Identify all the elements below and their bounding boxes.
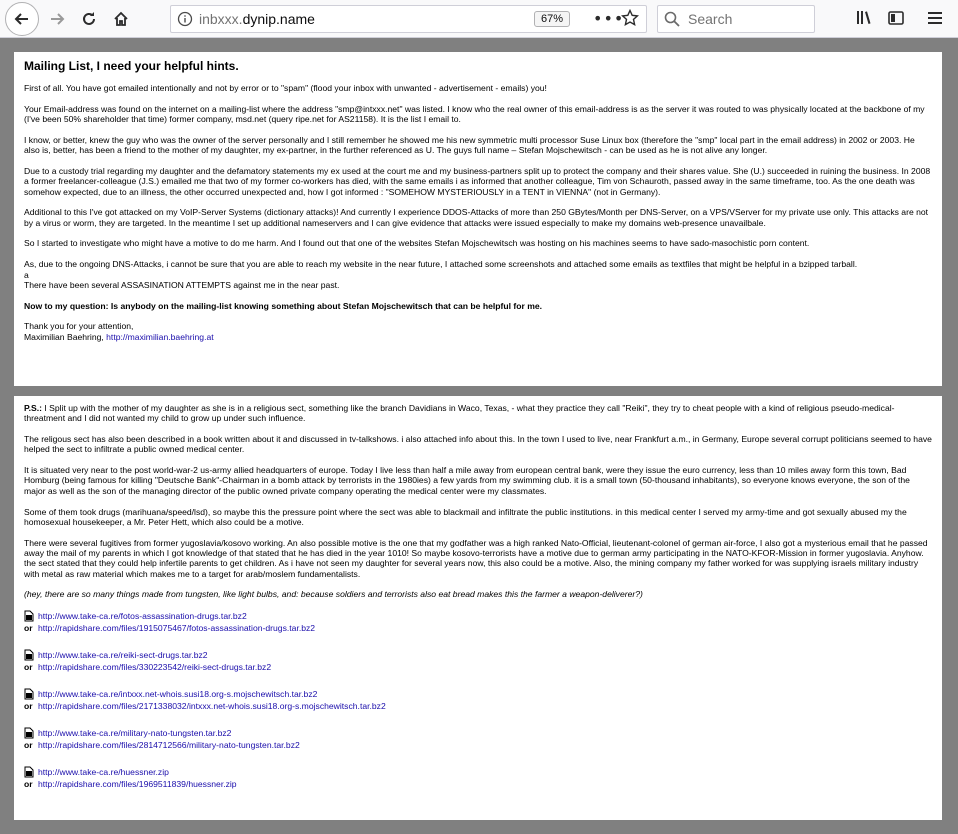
menu-hamburger-icon[interactable] — [926, 9, 944, 31]
file-icon — [24, 688, 34, 700]
download-link[interactable]: http://www.take-ca.re/military-nato-tungsten.tar.bz2 — [38, 728, 232, 738]
question-text: Now to my question: Is anybody on the mailing-list knowing something about Stefan Mojschewitsch that can be helpful for me. — [24, 300, 543, 311]
ps-label: P.S.: — [24, 403, 42, 413]
postscript-panel — [14, 396, 942, 820]
download-links — [24, 610, 932, 790]
paragraph — [24, 259, 932, 290]
mirror-link[interactable]: http://rapidshare.com/files/2171338032/intxxx.net-whois.susi18.org-s.mojschewitsch.tar.bz2 — [38, 701, 386, 711]
link-row — [24, 727, 932, 739]
link-row — [24, 778, 932, 790]
italic-note: (hey, there are so many things made from tungsten, like light bulbs, and: because soldiers and terrorists also eat bread makes this the farmer a weapon-deliverer?) — [24, 589, 643, 600]
paragraph: I know, or better, knew the guy who was the owner of the server personally and I still remember he showed me his new symmetric multi processor Suse Linux box (therefore the "smp" local part in the email address) in 2002 or 2003. He also is, better, has been a friend to the mother of my daughter, my ex-partner, in the further referenced as U. The guys full name – Stefan Mojschewitsch - can be used as he is not alive any longer. — [24, 134, 915, 156]
signature-block — [24, 321, 932, 342]
link-row — [24, 700, 932, 712]
link-group — [24, 688, 932, 712]
back-button[interactable] — [5, 2, 39, 36]
paragraph: Due to a custody trial regarding my daughter and the defamatory statements my ex used at the court me and my business-partners split up to protect the company and their shares value. She (U.) succeeded in ruining the business. In 2008 a former freelancer-colleague (J.S.) emailed me that two of my former co-workers has died, with the same emails i as informed that another colleague, Tim von Schauroth, passed away in the same timeframe, too. As the one death was somehow expected, due to an illness, the other occurred unexpected and, how I got informed : "SOMEHOW MYSTERIOUSLY in a TENT in VIENNA" (not in Germany). — [24, 165, 931, 197]
ps-paragraph — [24, 403, 932, 424]
search-box[interactable] — [657, 5, 815, 33]
link-row — [24, 661, 932, 673]
question-paragraph — [24, 301, 932, 311]
paragraph: First of all. You have got emailed intentionally and not by error or to "spam" (flood your inbox with unwanted - advertisement - emails) you! — [24, 83, 547, 93]
file-icon — [24, 766, 34, 778]
ps-text: I Split up with the mother of my daughter as she is in a religious sect, something like the branch Davidians in Waco, Texas, - what they practice they call "Reiki", they try to cheat people with a kind of religious pseudo-medical-threatment and I did not wanted my child to grow up under such influence. — [24, 403, 895, 424]
paragraph: Your Email-address was found on the internet on a mailing-list where the address "smp@intxxx.net" was listed. I know who the real owner of this email-address is as the server it was routed to was physically located at the backbone of my (I've been 50% shareholder that time) former company, msd.net (query ripe.net for AS21158). It is the list I email to. — [24, 103, 925, 125]
or-label: or — [24, 701, 33, 711]
library-icon[interactable] — [855, 9, 873, 31]
url-text[interactable] — [199, 11, 315, 27]
paragraph-line: There have been several ASSASINATION ATTEMPTS against me in the near past. — [24, 279, 340, 290]
mirror-link[interactable]: http://rapidshare.com/files/1915075467/fotos-assassination-drugs.tar.bz2 — [38, 623, 316, 633]
home-icon — [113, 11, 129, 27]
paragraph-line: As, due to the ongoing DNS-Attacks, i cannot be sure that you are able to reach my website in the near future, I attached some screenshots and attached some emails as textfiles that might be helpful in a bzipped tarball. — [24, 259, 858, 270]
site-info-button[interactable] — [171, 11, 199, 27]
or-label: or — [24, 779, 33, 789]
paragraph: Some of them took drugs (marihuana/speed/lsd), so maybe this the pressure point where the sect was able to blackmail and infiltrate the public institutions. in this medical center I served my army-time and got sexually abused my the homosexual housekeeper, a Mr. Peter Hett, which also could be a motive. — [24, 506, 907, 527]
or-label: or — [24, 662, 33, 672]
url-host-domain: dynip.name — [242, 11, 315, 27]
signature-name: Maximilian Baehring, — [24, 331, 104, 342]
mirror-link[interactable]: http://rapidshare.com/files/330223542/reiki-sect-drugs.tar.bz2 — [38, 662, 272, 672]
or-label: or — [24, 623, 33, 633]
link-row — [24, 610, 932, 622]
url-host-prefix: inbxxx. — [199, 11, 243, 27]
mirror-link[interactable]: http://rapidshare.com/files/1969511839/huessner.zip — [38, 779, 237, 789]
paragraph: So I started to investigate who might have a motive to do me harm. And I found out that one of the websites Stefan Mojschewitsch was hosting on his machines seems to have sado-masochistic porn content. — [24, 238, 810, 249]
download-link[interactable]: http://www.take-ca.re/reiki-sect-drugs.tar.bz2 — [38, 650, 208, 660]
file-icon — [24, 610, 34, 622]
forward-button[interactable] — [43, 5, 71, 33]
link-row — [24, 766, 932, 778]
link-row — [24, 739, 932, 751]
paragraph: Additional to this I've got attacked on my VoIP-Server Systems (dictionary attacks)! And currently I experience DDOS-Attacks of more than 250 GBytes/Month per DNS-Server, on a VPS/VServer for my private use only. This attacks are not by a virus or worm, they are targeted. In the meantime I set up additional nameservers and I can give evidence that attacks were issued especially to make my domains web-presence unavailbale. — [24, 207, 929, 228]
download-link[interactable]: http://www.take-ca.re/huessner.zip — [38, 767, 169, 777]
arrow-right-icon — [49, 11, 65, 27]
link-row — [24, 688, 932, 700]
home-button[interactable] — [107, 5, 135, 33]
search-icon — [664, 11, 680, 27]
page-title: Mailing List, I need your helpful hints. — [24, 59, 239, 73]
mailing-list-panel — [14, 52, 942, 386]
browser-toolbar — [0, 0, 958, 38]
sidebar-icon[interactable] — [887, 9, 905, 31]
paragraph-line: a — [24, 269, 29, 280]
file-icon — [24, 727, 34, 739]
mirror-link[interactable]: http://rapidshare.com/files/2814712566/military-nato-tungsten.tar.bz2 — [38, 740, 300, 750]
paragraph: The religous sect has also been described in a book written about it and discussed in tv-talkshows. i also attached info about this. In the town I used to live, near Frankfurt a.m., in Germany, Europe several corrupt politicians seemed to have helped the sect to infiltrate a public owned medical center. — [24, 434, 932, 455]
bookmark-star-icon[interactable] — [621, 9, 639, 31]
address-bar[interactable] — [170, 5, 647, 33]
reload-icon — [81, 11, 97, 27]
reload-button[interactable] — [75, 5, 103, 33]
link-group — [24, 766, 932, 790]
file-icon — [24, 649, 34, 661]
paragraph: There were several fugitives from former yugoslavia/kosovo working. An also possible motive is the one that my godfather was a high ranked Nato-Official, lieutenant-colonel of german air-force, I also got a mysterious email that he passed away the mail of my parents in which I got knowledge of that stated that he has died in the year 1010! So maybe kosovo-terrorists have a motive due to german army participating in the NATO-KFOR-Mission in former yugoslavia. Anyhow. the sect stated that they could help infertile parents to get children. As i have not seen my daughter for several years now, this also could be a motive. Also, the mining company my father worked for was supplying israels military industry with metal as raw material which makes me to a target for arab/moslem fundamentalists. — [24, 537, 928, 579]
link-group — [24, 727, 932, 751]
thanks-text: Thank you for your attention, — [24, 321, 134, 332]
page-actions-icon[interactable]: ••• — [593, 9, 625, 28]
download-link[interactable]: http://www.take-ca.re/fotos-assassination-drugs.tar.bz2 — [38, 611, 247, 621]
download-link[interactable]: http://www.take-ca.re/intxxx.net-whois.susi18.org-s.mojschewitsch.tar.bz2 — [38, 689, 318, 699]
link-row — [24, 649, 932, 661]
signature-link[interactable]: http://maximilian.baehring.at — [106, 331, 214, 342]
or-label: or — [24, 740, 33, 750]
link-group — [24, 649, 932, 673]
arrow-left-icon — [14, 11, 30, 27]
paragraph: It is situated very near to the post world-war-2 us-army allied headquarters of europe. Today I live less than half a mile away from european central bank, were they issue the euro currency, less than 10 miles away form this town, Bad Homburg (being famous for killing "Deutsche Bank"-Chairman in a bomb attack by terrorists in the 1980ies) a few yards from my swimming club. it is a small town (50-thousand inhabitants), so everyone knows everyone, the son of the major as well as the son of the managing director of the public owned private company operating the medical center were my classmates. — [24, 465, 910, 496]
zoom-level-badge[interactable]: 67% — [534, 11, 570, 27]
link-group — [24, 610, 932, 634]
search-input[interactable] — [686, 10, 806, 28]
info-icon — [177, 11, 193, 27]
link-row — [24, 622, 932, 634]
